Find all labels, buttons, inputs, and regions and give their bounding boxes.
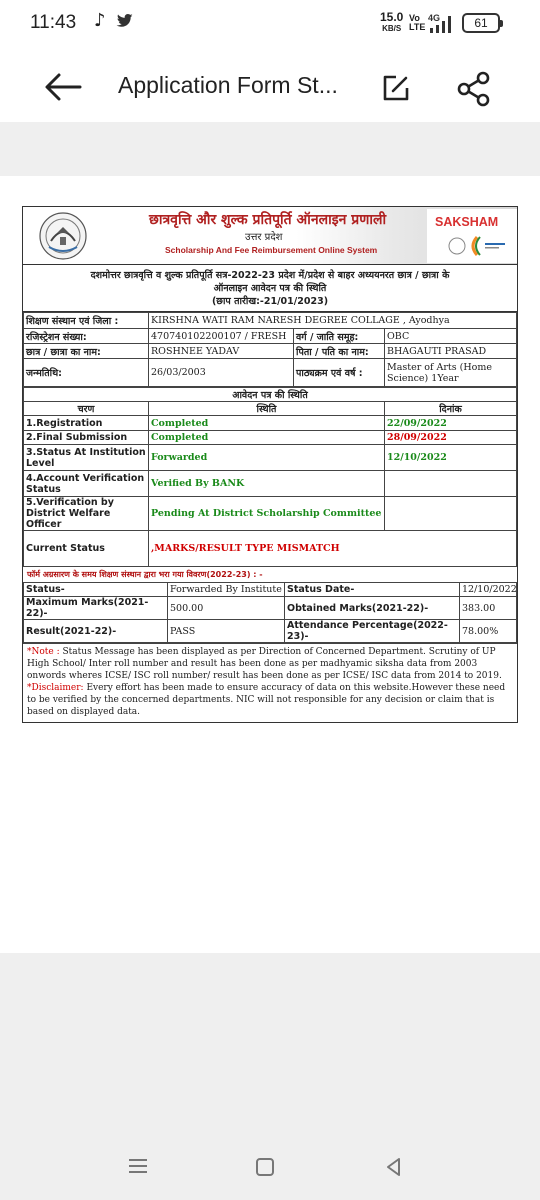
twitter-icon <box>116 14 134 28</box>
volte-indicator: Vo LTE <box>409 13 426 32</box>
course-label: पाठ्यक्रम एवं वर्ष : <box>294 359 385 387</box>
details-table <box>23 312 517 387</box>
max-marks-value: 500.00 <box>168 597 285 620</box>
signal-icon <box>428 12 458 34</box>
disclaimer-text: Every effort has been made to ensure accuracy of data on this website.However these need to be verified by the concerned departments. NIC will not responsible for any decision or claim that is based on displayed data. <box>27 683 506 717</box>
saksham-logo <box>427 209 517 263</box>
status-date-label: Status Date- <box>285 583 460 597</box>
up-emblem-icon <box>37 211 89 261</box>
status-cell: Forwarded <box>149 445 385 471</box>
inst-status-label: Status- <box>24 583 168 597</box>
dob-label: जन्मतिथि: <box>24 359 149 387</box>
net-speed-unit: KB/S <box>382 24 402 33</box>
share-icon[interactable] <box>456 71 492 107</box>
system-nav-bar <box>0 1130 540 1200</box>
institute-details-caption: फॉर्म अग्रसारण के समय शिक्षण संस्थान द्वारा भरा गया विवरण(2022-23) : - <box>27 570 263 579</box>
application-status-page <box>22 206 518 723</box>
app-bar <box>0 52 540 122</box>
back-arrow-icon[interactable] <box>42 70 82 104</box>
result-label: Result(2021-22)- <box>24 620 168 643</box>
music-note-icon: ♪ <box>94 10 106 31</box>
institute-value: KIRSHNA WATI RAM NARESH DEGREE COLLAGE , Ayodhya <box>149 313 517 329</box>
obtained-marks-label: Obtained Marks(2021-22)- <box>285 597 460 620</box>
form-title <box>23 265 517 312</box>
result-value: PASS <box>168 620 285 643</box>
father-name-label: पिता / पति का नाम: <box>294 344 385 359</box>
category-label: वर्ग / जाति समूह: <box>294 329 385 344</box>
max-marks-label: Maximum Marks(2021-22)- <box>24 597 168 620</box>
header-state: उत्तर प्रदेश <box>245 232 283 243</box>
status-cell: Completed <box>149 431 385 445</box>
stage-cell: 5.Verification by District Welfare Officer <box>24 497 149 531</box>
col-date: दिनांक <box>385 402 517 416</box>
net-speed <box>380 12 403 34</box>
status-cell: Verified By BANK <box>149 471 385 497</box>
form-title-line2: ऑनलाइन आवेदन पत्र की स्थिति <box>213 283 327 294</box>
saksham-label: SAKSHAM <box>435 215 499 229</box>
current-status-value: ,MARKS/RESULT TYPE MISMATCH <box>149 531 517 567</box>
edit-icon[interactable] <box>380 72 412 104</box>
date-cell <box>385 497 517 531</box>
battery-icon: 61 <box>462 13 500 33</box>
category-value: OBC <box>385 329 517 344</box>
status-date-value: 12/10/2022 <box>460 583 517 597</box>
disclaimer-tag: *Disclaimer: <box>27 683 84 693</box>
institute-details-table <box>23 582 517 643</box>
header-english-title: Scholarship And Fee Reimbursement Online System <box>165 245 378 255</box>
form-title-line3: (छाप तारीख:-21/01/2023) <box>211 296 329 307</box>
attendance-label: Attendance Percentage(2022-23)- <box>285 620 460 643</box>
status-bar <box>0 0 540 52</box>
registration-value: 470740102200107 / FRESH <box>149 329 294 344</box>
date-cell: 28/09/2022 <box>385 431 517 445</box>
svg-text:4G: 4G <box>428 13 441 23</box>
net-speed-value: 15.0 <box>380 10 404 24</box>
page-title: Application Form St... <box>118 72 338 98</box>
table-row <box>24 497 517 531</box>
status-heading: आवेदन पत्र की स्थिति <box>24 388 517 402</box>
digital-india-icon <box>447 233 507 259</box>
note-text: Status Message has been displayed as per Direction of Concerned Department. Scrutiny of UP High School/ Inter roll number and result has been done as per madhyamic siksha data from 2003 onwords wheres ICSE/ ISC roll number/ result has been done as per ICSE/ ISC data from 2014 to 2019. <box>27 647 502 681</box>
status-cell: Pending At District Scholarship Committee <box>149 497 385 531</box>
table-row <box>24 445 517 471</box>
current-status-label: Current Status <box>24 531 149 567</box>
father-name-value: BHAGAUTI PRASAD <box>385 344 517 359</box>
attendance-value: 78.00% <box>460 620 517 643</box>
nav-back-icon[interactable] <box>384 1157 404 1177</box>
obtained-marks-value: 383.00 <box>460 597 517 620</box>
table-row <box>24 471 517 497</box>
institute-label: शिक्षण संस्थान एवं जिला : <box>24 313 149 329</box>
home-icon[interactable] <box>256 1158 274 1176</box>
status-time: 11:43 <box>30 12 77 33</box>
status-cell: Completed <box>149 416 385 431</box>
inst-status-value: Forwarded By Institute <box>168 583 285 597</box>
col-status: स्थिति <box>149 402 385 416</box>
recent-apps-icon[interactable] <box>128 1158 148 1174</box>
dob-value: 26/03/2003 <box>149 359 294 387</box>
document-viewer[interactable] <box>0 176 540 953</box>
stage-cell: 3.Status At Institution Level <box>24 445 149 471</box>
student-name-label: छात्र / छात्रा का नाम: <box>24 344 149 359</box>
table-row <box>24 431 517 445</box>
header-hindi-title: छात्रवृत्ति और शुल्क प्रतिपूर्ति ऑनलाइन प्रणाली <box>149 212 387 228</box>
col-stage: चरण <box>24 402 149 416</box>
student-name-value: ROSHNEE YADAV <box>149 344 294 359</box>
form-title-line1: दशमोत्तर छात्रवृत्ति व शुल्क प्रतिपूर्ति सत्र-2022-23 प्रदेश में/प्रदेश से बाहर अध्ययनरत छात्र / छात्रा के <box>90 270 450 281</box>
status-table <box>23 387 517 567</box>
date-cell: 22/09/2022 <box>385 416 517 431</box>
note-tag: *Note : <box>27 647 60 657</box>
registration-label: रजिस्ट्रेशन संख्या: <box>24 329 149 344</box>
stage-cell: 4.Account Verification Status <box>24 471 149 497</box>
notes-section <box>23 643 517 722</box>
course-value: Master of Arts (Home Science) 1Year <box>385 359 517 387</box>
table-row <box>24 416 517 431</box>
portal-header <box>23 207 517 265</box>
date-cell: 12/10/2022 <box>385 445 517 471</box>
date-cell <box>385 471 517 497</box>
stage-cell: 2.Final Submission <box>24 431 149 445</box>
stage-cell: 1.Registration <box>24 416 149 431</box>
